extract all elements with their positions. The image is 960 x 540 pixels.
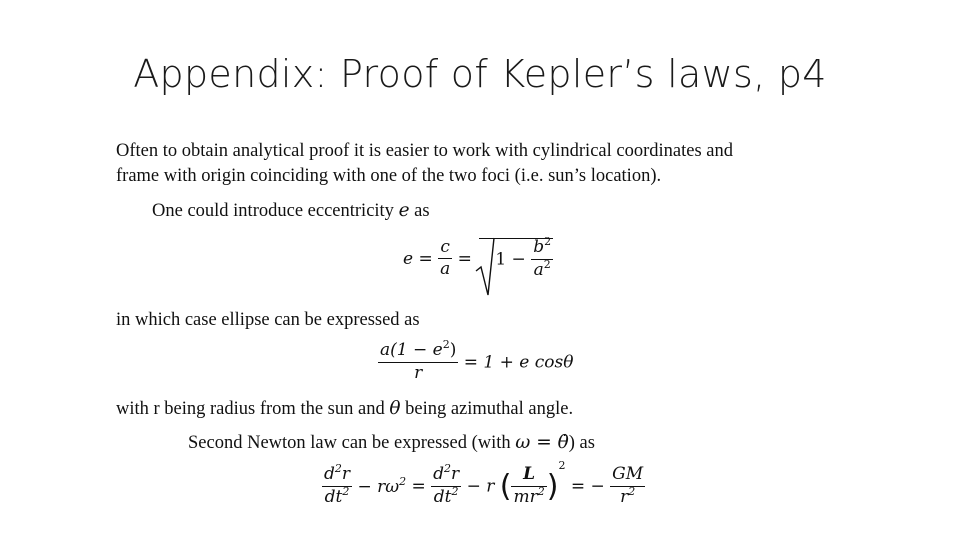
eq3-mr: mr [513,487,538,507]
eq1-equals: = [457,248,472,269]
ellipse-equation [378,338,574,383]
eq3-GM-over-r2: $\frac{GM}{r^2}$ [612,464,644,507]
eq2-den: r [414,362,423,383]
eq3-d-right: d [433,464,445,485]
eq1-sqrt [479,235,553,280]
eq3-L-over-mr2: $\frac{L}{mr^2}$ [513,464,545,507]
radius-theta: θ [389,398,401,419]
slide-title: Appendix: Proof of Kepler’s laws, p4 [133,52,827,96]
eq2-rhs: = 1 + e cosθ [463,352,574,373]
eq3-r2: r [620,487,629,507]
eq1-frac2-den: a [533,259,544,280]
eq3-dt-right: dt [433,487,452,507]
eq1-one-minus: 1 − [495,249,526,270]
eq1-fraction-c-over-a [438,236,452,280]
newton-omega: ω = θ̇ [515,432,569,453]
radius-text-a: with r being radius from the sun and [116,399,385,419]
eq3-right-paren: ) [546,469,559,504]
eccentricity-intro-line [152,200,430,222]
radius-line [116,398,573,420]
eccentricity-symbol: e [398,200,410,221]
radical-sign-icon [475,237,495,299]
eq3-d2r-dt2-right: $\frac{d^2r}{dt^2}$ [433,462,460,507]
eq3-r-left: r [341,464,351,485]
eccentricity-intro-text: One could introduce eccentricity [152,201,394,221]
eq1-fraction-b2-over-a2: $\frac{b^2}{a^2}$ [533,235,552,280]
eq3-dt-left: dt [324,487,343,507]
eq3-GM: GM [610,466,645,487]
eq2-num: a(1 − e [380,340,443,360]
eq2-num-close: ) [449,340,457,360]
radius-text-b: being azimuthal angle. [405,399,574,419]
eq3-d2r-dt2-left: $\frac{d^2r}{dt^2}$ [324,462,351,507]
newton-text-a: Second Newton law can be expressed (with [188,433,511,453]
paragraph-line-1: Often to obtain analytical proof it is easier to work with cylindrical coordinates and [116,141,733,161]
paragraph-line-2: frame with origin coinciding with one of the two foci (i.e. sun’s location). [116,166,662,186]
eq3-minus-r: − r [466,476,495,497]
eq3-r-right: r [451,464,460,485]
eq1-frac1-num: c [438,239,452,260]
eq3-equals: = [411,476,426,497]
newton-equation: $\frac{d^2r}{dt^2}$ − $r\omega^2$ = $\frac{d^2r}{dt^2}$ − r ( $\frac{L}{mr^2}$ )$^2$ = − $\frac{GM}{r^2}$ [324,459,644,507]
eccentricity-as: as [414,201,430,221]
newton-text-b: ) as [568,433,595,453]
eq3-L: L [511,466,546,487]
eq2-fraction: $\frac{a(1 - e^2)}{r}$ [380,338,457,383]
eq1-lhs: e = [403,248,433,269]
newton-line [188,432,595,454]
eq1-frac2-num: b [533,237,545,257]
eq1-frac1-den: a [440,259,451,280]
eq3-left-paren: ( [499,469,512,504]
ellipse-intro: in which case ellipse can be expressed as [116,310,420,330]
eq3-equals-minus: = − [570,476,605,497]
eq3-minus-rw: − rω [357,476,400,497]
eq3-d-left: d [324,464,335,485]
eccentricity-equation [403,235,553,280]
